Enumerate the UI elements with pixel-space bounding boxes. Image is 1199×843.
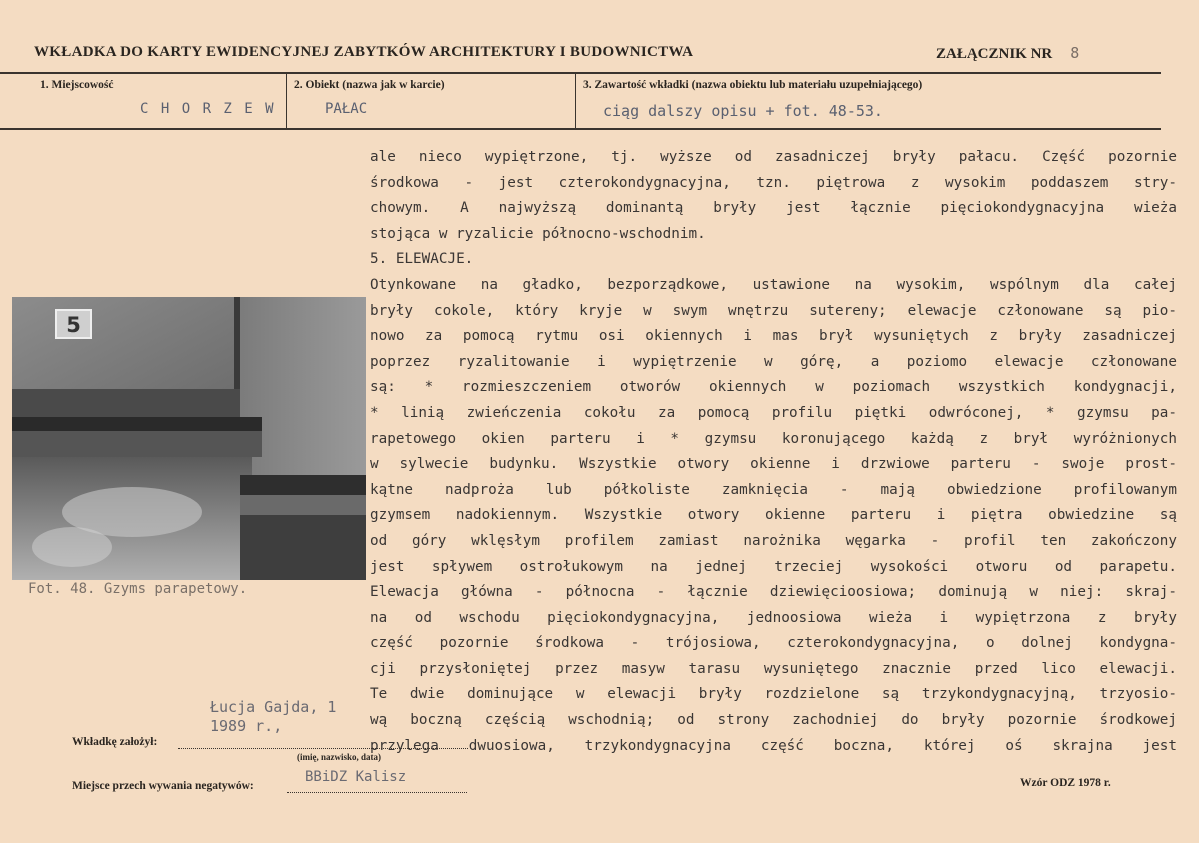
text-line: poprzez ryzalitowanie i wypiętrzenie w górę, a poziomo elewacje członowane <box>370 353 1177 370</box>
photo-caption: Fot. 48. Gzyms parapetowy. <box>28 581 248 597</box>
object-value: PAŁAC <box>325 101 368 117</box>
text-line: rapetowego okien parteru i * gzymsu koronującego każdą z brył wyróżnionych <box>370 430 1177 447</box>
field-divider-2 <box>575 73 576 128</box>
author-label: Wkładkę założył: <box>72 736 158 748</box>
text-line: są: * rozmieszczeniem otworów okiennych w poziomach wszystkich kondygnacji, <box>370 379 1177 396</box>
text-line: w sylwecie budynku. Wszystkie otwory okienne i drzwiowe parteru - swoje prost- <box>370 456 1177 473</box>
place-value: C H O R Z E W <box>140 101 276 117</box>
section-heading: 5. ELEWACJE. <box>370 251 474 268</box>
author-handwriting-2: 1989 r., <box>210 717 283 735</box>
form-title: WKŁADKA DO KARTY EWIDENCYJNEJ ZABYTKÓW ARCHITEKTURY I BUDOWNICTWA <box>34 44 694 60</box>
object-label: 2. Obiekt (nazwa jak w karcie) <box>294 79 445 91</box>
text-line: Elewacja główna - północna - łącznie dziewięcioosiowa; dominują w niej: skraj- <box>370 584 1177 601</box>
author-handwriting-1: Łucja Gajda, 1 <box>210 698 337 716</box>
text-line: stojąca w ryzalicie północno-wschodnim. <box>370 225 706 242</box>
text-line: kątne nadproża lub półkoliste zamknięcia - mają obwiedzione profilowanym <box>370 481 1177 498</box>
text-line: jest spływem ostrołukowym na jednej trzeciej wysokości otworu od parapetu. <box>370 558 1177 575</box>
text-line: Otynkowane na gładko, bezporządkowe, ustawione na wysokim, wspólnym dla całej <box>370 276 1177 293</box>
place-label: 1. Miejscowość <box>40 79 114 91</box>
description-text <box>370 145 1177 759</box>
text-line: na od wschodu pięciokondygnacyjna, jednoosiowa wieża i wypiętrzona z bryły <box>370 609 1177 626</box>
storage-label: Miejsce przech wywania negatywów: <box>72 780 254 792</box>
content-value: ciąg dalszy opisu + fot. 48-53. <box>603 102 883 120</box>
text-line: przylega dwuosiowa, trzykondygnacyjna część boczna, której oś skrajna jest <box>370 737 1177 754</box>
author-sublabel: (imię, nazwisko, data) <box>297 752 381 762</box>
text-line: część pozornie środkowa - trójosiowa, czterokondygnacyjna, o dolnej kondygna- <box>370 635 1177 652</box>
storage-value: BBiDZ Kalisz <box>305 769 407 785</box>
text-line: gzymsem nadokiennym. Wszystkie otwory okienne parteru i piętra obwiedzine są <box>370 507 1177 524</box>
photo-cornice <box>12 297 366 580</box>
template-label: Wzór ODZ 1978 r. <box>1020 777 1111 789</box>
header-rule-top <box>0 72 1161 74</box>
text-line: ale nieco wypiętrzone, tj. wyższe od zasadniczej bryły pałacu. Część pozornie <box>370 149 1177 165</box>
field-divider-1 <box>286 73 287 128</box>
storage-line <box>287 792 467 793</box>
header-rule-bottom <box>0 128 1161 130</box>
annex-number <box>936 44 1079 63</box>
text-line: cji przysłoniętej przez masyw tarasu wysuniętego znacznie przed lico elewacji. <box>370 660 1177 677</box>
text-line: * linią zwieńczenia cokołu za pomocą profilu piętki odwróconej, * gzymsu pa- <box>370 404 1177 421</box>
plate-number: 5 <box>66 313 81 337</box>
text-line: chowym. A najwyższą dominantą bryły jest łącznie pięciokondygnacyjna wieża <box>370 200 1177 217</box>
text-line: środkowa - jest czterokondygnacyjna, tzn. piętrowa z wysokim poddaszem stry- <box>370 174 1177 191</box>
author-line <box>178 748 468 749</box>
text-line: wą boczną częścią wschodnią; od strony zachodniej do bryły pozornie środkowej <box>370 712 1177 729</box>
text-line: bryły cokole, który kryje w swym wnętrzu sutereny; elewacje członowane są pio- <box>370 302 1177 319</box>
photo-image <box>12 297 366 580</box>
annex-number-value: 8 <box>1070 44 1080 62</box>
content-label: 3. Zawartość wkładki (nazwa obiektu lub materiału uzupełniającego) <box>583 79 923 91</box>
text-line: Te dwie dominujące w elewacji bryły rozdzielone są trzykondygnacyjną, trzyosio- <box>370 686 1177 703</box>
text-line: od góry wklęsłym profilem zamiast narożnika węgarka - profil ten zakończony <box>370 532 1177 549</box>
annex-label: ZAŁĄCZNIK NR <box>936 46 1053 62</box>
text-line: nowo za pomocą rytmu osi okiennych i mas brył wysuniętych z bryły zasadniczej <box>370 328 1177 345</box>
